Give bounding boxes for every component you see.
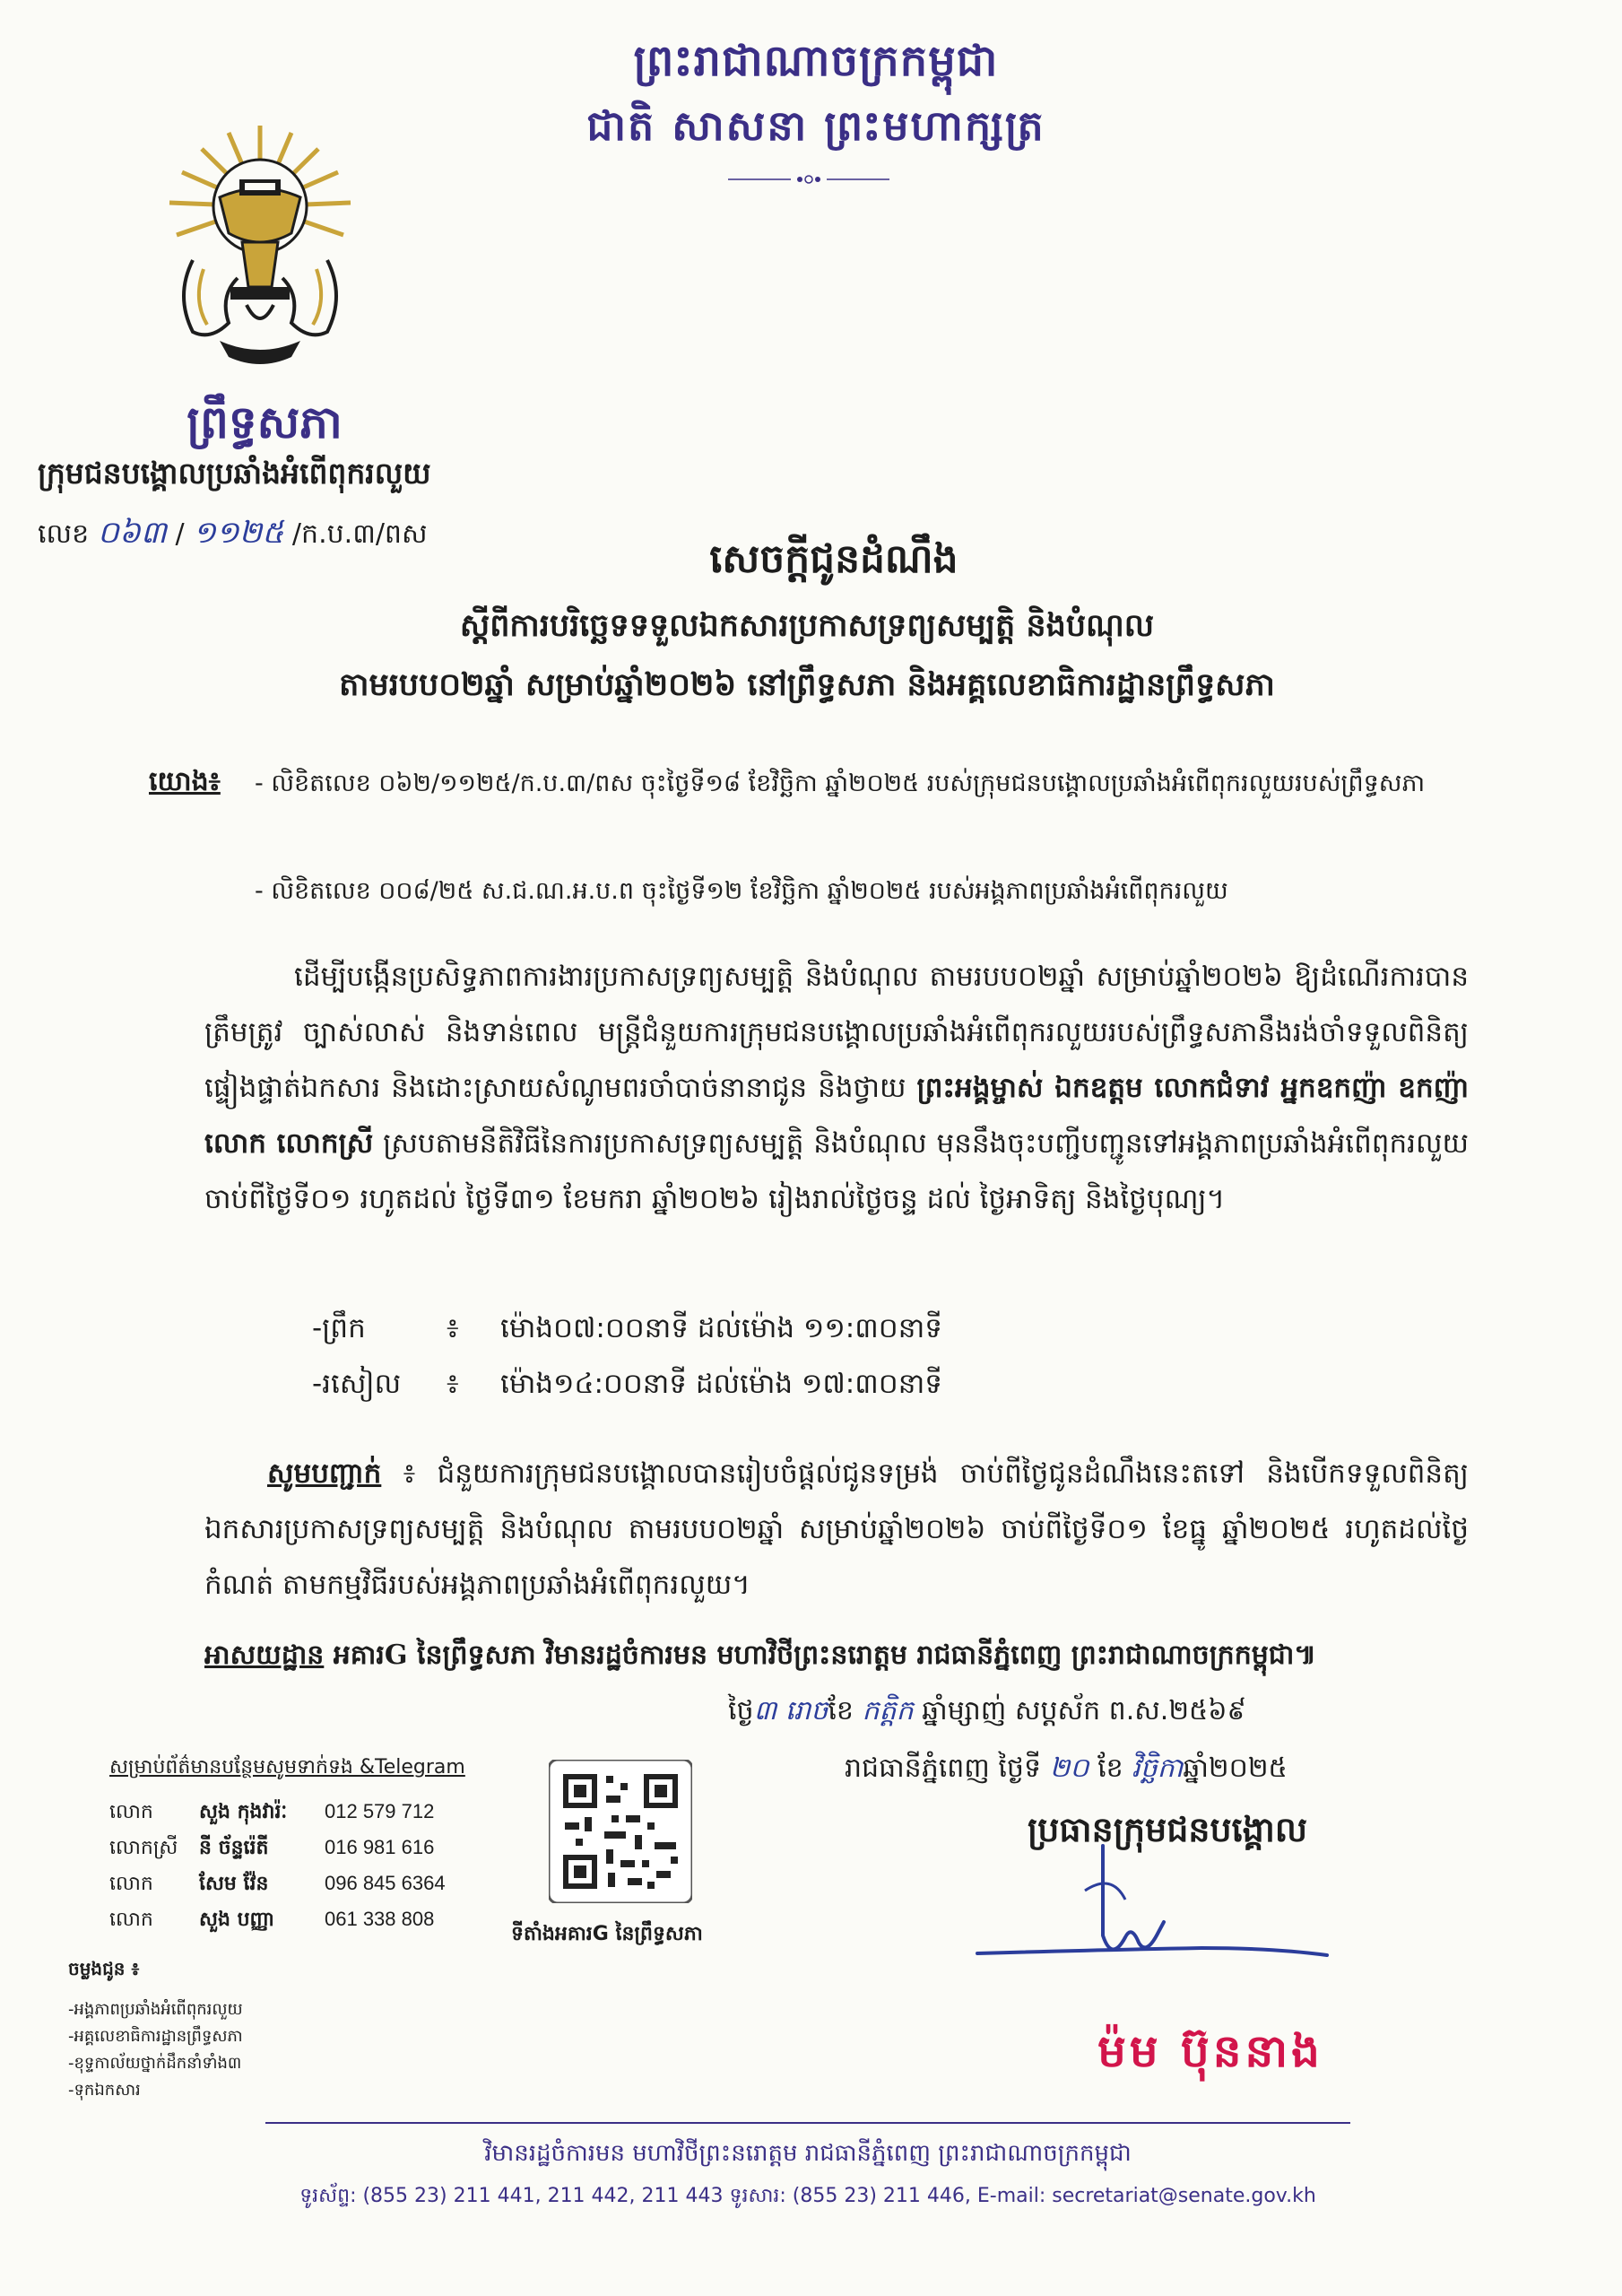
national-motto: ជាតិ សាសនា ព្រះមហាក្សត្រ: [586, 101, 1045, 150]
contact-phone: 016 981 616: [325, 1836, 435, 1858]
ref-number-handwritten-2: ១១២៥: [193, 515, 284, 551]
references-label: យោង៖: [149, 766, 221, 797]
handwritten-signature: [968, 1837, 1345, 1971]
contact-name: សួង កុងវារ៉ៈ: [199, 1800, 288, 1823]
solar-date: រាជធានីភ្នំពេញ ថ្ងៃទី ២០ ខែ វិច្ឆិកាឆ្នាំ២០២៥: [845, 1752, 1288, 1784]
ref-prefix: លេខ: [38, 518, 90, 550]
location-qr-code-icon: [549, 1760, 692, 1903]
cc-item: -ទុកឯកសារ: [68, 2081, 141, 2100]
solar-day-handwritten: ២០: [1049, 1752, 1089, 1784]
contact-phone: 061 338 808: [325, 1908, 435, 1930]
paragraph-text: ដើម្បីបង្កើនប្រសិទ្ធភាពការងារប្រកាសទ្រព្យសម្បត្តិ និងបំណុល តាមរបប០២ឆ្នាំ សម្រាប់ឆ្នាំ២០២៦ ឱ្យដំណើរការបានត្រឹមត្រូវ ច្បាស់លាស់ និងទាន់ពេល មន្ត្រីជំនួយការក្រុមជនបង្គោលប្រឆាំងអំពើពុករលួយរបស់ព្រឹទ្ធសភានឹងរង់ចាំទទួលពិនិត្យ ផ្ទៀងផ្ទាត់ឯកសារ និងដោះស្រាយសំណូមពរចាំបាច់នានាជូន និងថ្វាយ: [204, 961, 1469, 1104]
reference-number: លេខ ០៦៣ / ១១២៥ /ក.ប.៣/ពស: [38, 515, 428, 551]
ref-suffix: /ក.ប.៣/ពស: [291, 518, 428, 550]
notice-title: សេចក្តីជូនដំណឹង: [709, 536, 958, 582]
senate-emblem-icon: [157, 117, 363, 377]
cc-item: -អង្គភាពប្រឆាំងអំពើពុករលួយ: [68, 2000, 243, 2019]
chair-title: ប្រធានក្រុមជនបង្គោល: [1027, 1809, 1308, 1849]
footer-contact: ទូរស័ព្ទ: (855 23) 211 441, 211 442, 211 443 ទូរសារ: (855 23) 211 446, E-mail: secretariat@senate.gov.kh: [299, 2185, 1316, 2207]
address-label: អាសយដ្ឋាន: [204, 1639, 325, 1671]
committee-name: ក្រុមជនបង្គោលប្រឆាំងអំពើពុករលួយ: [38, 456, 431, 491]
paragraph-text: ស្របតាមនីតិវិធីនៃការប្រកាសទ្រព្យសម្បត្តិ និងបំណុល មុននឹងចុះបញ្ជីបញ្ជូនទៅអង្គភាពប្រឆាំងអំពើពុករលួយ ចាប់ពីថ្ងៃទី០១ រហូតដល់ ថ្ងៃទី៣១ ខែមករា ឆ្នាំ២០២៦ រៀងរាល់ថ្ងៃចន្ទ ដល់ ថ្ងៃអាទិត្យ និងថ្ងៃបុណ្យ។: [204, 1127, 1469, 1215]
ornament-divider: [728, 172, 889, 187]
contact-name: សួង បញ្ញា: [199, 1908, 275, 1931]
kingdom-heading: ព្រះរាជាណាចក្រកម្ពុជា: [633, 36, 999, 86]
lunar-date: ថ្ងៃ៣ រោចខែ កត្តិក ឆ្នាំម្សាញ់ សប្តស័ក ព.ស.២៥៦៩: [728, 1695, 1246, 1726]
body-paragraph-1: [204, 949, 1469, 1227]
senate-name: ព្រឹទ្ធសភា: [186, 396, 343, 448]
footer-divider: [265, 2122, 1350, 2124]
lunar-month-handwritten: កត្តិក: [862, 1695, 914, 1726]
body-paragraph-2: [204, 1446, 1469, 1613]
solar-month-handwritten: វិច្ឆិកា: [1132, 1752, 1184, 1784]
notice-subtitle-line-1: ស្តីពីការបរិច្ឆេទទទួលឯកសារប្រកាសទ្រព្យសម្បត្តិ និងបំណុល: [459, 607, 1155, 644]
address-text: អគារG នៃព្រឹទ្ធសភា វិមានរដ្ឋចំការមន មហាវិថីព្រះនរោត្តម រាជធានីភ្នំពេញ ព្រះរាជាណាចក្រកម្ពុជា៕: [324, 1639, 1317, 1671]
qr-caption: ទីតាំងអគារG នៃព្រឹទ្ធសភា: [511, 1923, 703, 1945]
honorifics-bold: ព្រះអង្គម្ចាស់ ឯកឧត្តម លោកជំទាវ អ្នកឧកញ៉ា ឧកញ៉ា លោក លោកស្រី: [204, 1072, 1469, 1160]
schedule-morning: -ព្រឹក ៖ ម៉ោង០៧:០០នាទី ដល់ម៉ោង ១១:៣០នាទី: [312, 1311, 1119, 1352]
footer-address: វិមានរដ្ឋចំការមន មហាវិថីព្រះនរោត្តម រាជធានីភ្នំពេញ ព្រះរាជាណាចក្រកម្ពុជា: [484, 2140, 1132, 2167]
schedule-label: -រសៀល: [312, 1368, 402, 1400]
schedule-afternoon: -រសៀល ៖ ម៉ោង១៤:០០នាទី ដល់ម៉ោង ១៧:៣០នាទី: [312, 1367, 1119, 1407]
signer-name: ម៉ម ប៊ុននាង: [1097, 2024, 1323, 2077]
cc-item: -អគ្គលេខាធិការដ្ឋានព្រឹទ្ធសភា: [68, 2027, 243, 2046]
contact-phone: 012 579 712: [325, 1800, 435, 1822]
schedule-time: ម៉ោង០៧:០០នាទី ដល់ម៉ោង ១១:៣០នាទី: [500, 1312, 942, 1344]
cc-item: -ខុទ្ទកាល័យថ្នាក់ដឹកនាំទាំង៣: [68, 2054, 242, 2073]
reference-item: - លិខិតលេខ ០០៨/២៥ ស.ជ.ណ.អ.ប.ព ចុះថ្ងៃទី១២ ខែវិច្ឆិកា ឆ្នាំ២០២៥ របស់អង្គភាពប្រឆាំងអំពើពុករលួយ: [255, 877, 1228, 905]
note-label: សូមបញ្ជាក់: [267, 1457, 382, 1490]
ref-number-handwritten-1: ០៦៣: [97, 515, 167, 551]
contact-name: សែម វ៉ែន: [199, 1872, 269, 1895]
note-text: ៖ ជំនួយការក្រុមជនបង្គោលបានរៀបចំផ្តល់ជូនទម្រង់ ចាប់ពីថ្ងៃជូនដំណឹងនេះតទៅ និងបើកទទួលពិនិត្យឯកសារប្រកាសទ្រព្យសម្បត្តិ និងបំណុល តាមរបប០២ឆ្នាំ សម្រាប់ឆ្នាំ២០២៦ ចាប់ពីថ្ងៃទី០១ ខែធ្នូ ឆ្នាំ២០២៥ រហូតដល់ថ្ងៃកំណត់ តាមកម្មវិធីរបស់អង្គភាពប្រឆាំងអំពើពុករលួយ។: [204, 1457, 1469, 1601]
reference-item: - លិខិតលេខ ០៦២/១១២៥/ក.ប.៣/ពស ចុះថ្ងៃទី១៨ ខែវិច្ឆិកា ឆ្នាំ២០២៥ របស់ក្រុមជនបង្គោលប្រឆាំងអំពើពុករលួយរបស់ព្រឹទ្ធសភា: [255, 770, 1426, 797]
contact-name: នី ច័ន្ទរ៉េតី: [199, 1836, 269, 1859]
cc-title: ចម្លងជូន ៖: [68, 1958, 140, 1979]
contact-row: លោកស្រី នី ច័ន្ទរ៉េតី 016 981 616: [109, 1835, 522, 1864]
contact-phone: 096 845 6364: [325, 1872, 446, 1894]
contact-row: លោក សួង បញ្ញា 061 338 808: [109, 1907, 522, 1935]
schedule-time: ម៉ោង១៤:០០នាទី ដល់ម៉ោង ១៧:៣០នាទី: [500, 1368, 942, 1400]
lunar-day-handwritten: ៣ រោច: [753, 1695, 828, 1726]
contact-row: លោក សែម វ៉ែន 096 845 6364: [109, 1871, 522, 1900]
contact-row: លោក សួង កុងវារ៉ៈ 012 579 712: [109, 1799, 522, 1828]
contact-title: សម្រាប់ព័ត៌មានបន្ថែមសូមទាក់ទង &Telegram: [109, 1756, 465, 1779]
notice-subtitle-line-2: តាមរបប០២ឆ្នាំ សម្រាប់ឆ្នាំ២០២៦ នៅព្រឹទ្ធសភា និងអគ្គលេខាធិការដ្ឋានព្រឹទ្ធសភា: [339, 666, 1275, 703]
office-address: [204, 1638, 1478, 1677]
schedule-label: -ព្រឹក: [312, 1312, 366, 1344]
